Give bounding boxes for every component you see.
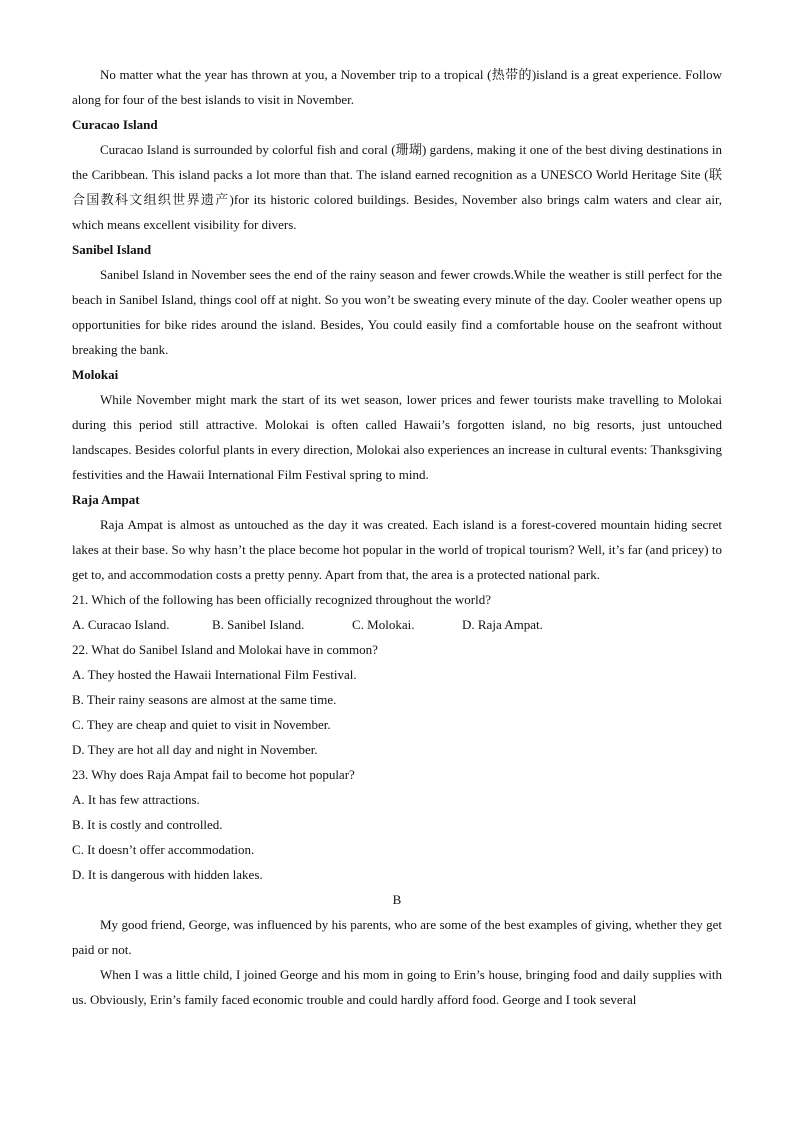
q23-option-b: B. It is costly and controlled.: [72, 817, 223, 832]
question-21-options: [72, 612, 722, 637]
part-b-paragraph-2: When I was a little child, I joined George and his mom in going to Erin’s house, bringing food and daily supplies with us. Obviously, Erin’s family faced economic trouble and could hardly afford food. George and I took several: [72, 967, 722, 1007]
section-text-sanibel: Sanibel Island in November sees the end of the rainy season and fewer crowds.While the weather is still perfect for the beach in Sanibel Island, things cool off at night. So you won’t be sweating every minute of the day. Cooler weather opens up opportunities for bike rides around the island. Besides, You could easily find a comfortable house on the seafront without breaking the bank.: [72, 267, 722, 357]
q23-option-c: C. It doesn’t offer accommodation.: [72, 842, 255, 857]
q21-option-a: A. Curacao Island.: [72, 617, 170, 632]
question-21: 21. Which of the following has been officially recognized throughout the world?: [72, 592, 492, 607]
q23-option-d: D. It is dangerous with hidden lakes.: [72, 867, 263, 882]
section-text-curacao: Curacao Island is surrounded by colorful fish and coral (珊瑚) gardens, making it one of the best diving destinations in the Caribbean. This island packs a lot more than that. The island earned recognition as a UNESCO World Heritage Site (联合国教科文组织世界遗产)for its historic colored buildings. Besides, November also brings calm waters and clear air, which means excellent visibility for divers.: [72, 142, 722, 232]
section-heading-raja-ampat: Raja Ampat: [72, 492, 140, 507]
q21-option-d: D. Raja Ampat.: [462, 617, 543, 632]
q22-option-d: D. They are hot all day and night in November.: [72, 742, 318, 757]
part-b-label: B: [392, 892, 402, 907]
q21-option-b: B. Sanibel Island.: [212, 617, 305, 632]
question-23: 23. Why does Raja Ampat fail to become hot popular?: [72, 767, 355, 782]
section-text-molokai: While November might mark the start of its wet season, lower prices and fewer tourists make travelling to Molokai during this period still attractive. Molokai is often called Hawaii’s forgotten island, no big resorts, just untouched landscapes. Besides colorful plants in every direction, Molokai also experiences an increase in cultural events: Thanksgiving festivities and the Hawaii International Film Festival spring to mind.: [72, 392, 722, 482]
q23-option-a: A. It has few attractions.: [72, 792, 200, 807]
document-page: [72, 62, 722, 1012]
intro-paragraph: No matter what the year has thrown at you, a November trip to a tropical (热带的)island is a great experience. Follow along for four of the best islands to visit in November.: [72, 67, 722, 107]
q22-option-c: C. They are cheap and quiet to visit in November.: [72, 717, 331, 732]
part-b-paragraph-1: My good friend, George, was influenced by his parents, who are some of the best examples of giving, whether they get paid or not.: [72, 917, 722, 957]
section-heading-curacao: Curacao Island: [72, 117, 158, 132]
q22-option-a: A. They hosted the Hawaii International Film Festival.: [72, 667, 357, 682]
section-heading-molokai: Molokai: [72, 367, 119, 382]
q22-option-b: B. Their rainy seasons are almost at the same time.: [72, 692, 337, 707]
question-22: 22. What do Sanibel Island and Molokai have in common?: [72, 642, 378, 657]
section-text-raja-ampat: Raja Ampat is almost as untouched as the day it was created. Each island is a forest-covered mountain hiding secret lakes at their base. So why hasn’t the place become hot popular in the world of tropical tourism? Well, it’s far (and pricey) to get to, and accommodation costs a pretty penny. Apart from that, the area is a protected national park.: [72, 517, 722, 582]
section-heading-sanibel: Sanibel Island: [72, 242, 152, 257]
q21-option-c: C. Molokai.: [352, 617, 415, 632]
